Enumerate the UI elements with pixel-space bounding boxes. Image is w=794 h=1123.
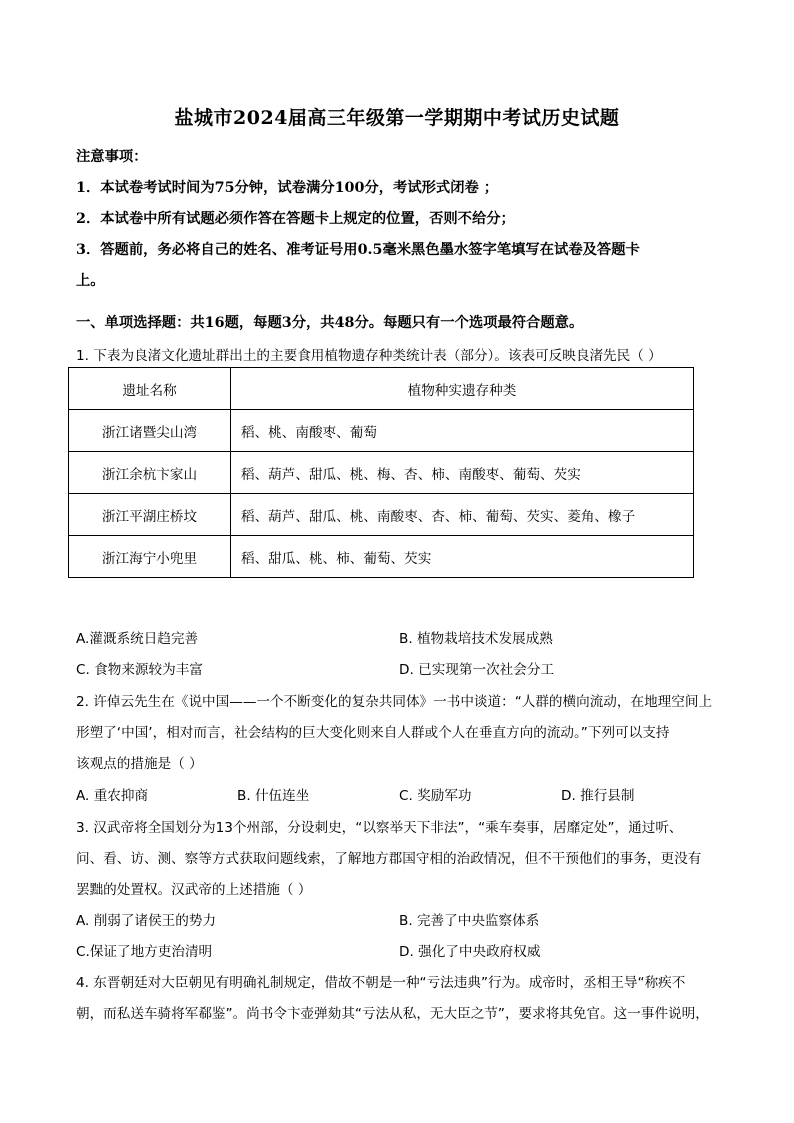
q3-line-3: 罢黜的处置权。汉武帝的上述措施（ ）	[76, 882, 312, 898]
q1-option-d: D. 已实现第一次社会分工	[399, 662, 555, 678]
q2-option-d: D. 推行县制	[561, 788, 635, 804]
q4-line-1: 4. 东晋朝廷对大臣朝见有明确礼制规定，借故不朝是一种“亏法违典”行为。成帝时，丞相王导“称疾不	[76, 975, 686, 991]
table-header-site: 遗址名称	[69, 368, 231, 410]
notice-item-3-cont: 上。	[76, 273, 105, 289]
q3-line-1: 3. 汉武帝将全国划分为13个州部，分设刺史，“以察举天下非法”，“乘车奏事，居靡定处”，通过听、	[76, 820, 683, 836]
q3-option-d: D. 强化了中央政府权威	[399, 944, 541, 960]
q1-option-b: B. 植物栽培技术发展成熟	[399, 631, 553, 647]
q1-option-c: C. 食物来源较为丰富	[76, 662, 203, 678]
notice-heading: 注意事项：	[76, 149, 148, 165]
notice-item-2: 2．本试卷中所有试题必须作答在答题卡上规定的位置，否则不给分；	[76, 211, 515, 227]
section-heading: 一、单项选择题：共16题，每题3分，共48分。每题只有一个选项最符合题意。	[76, 315, 584, 331]
table-row	[69, 410, 694, 452]
q2-line-2: 形塑了‘中国’，相对而言，社会结构的巨大变化则来自人群或个人在垂直方向的流动。”下列可以支持	[76, 725, 670, 741]
q2-line-3: 该观点的措施是（ ）	[76, 756, 203, 772]
table-cell-remains: 稻、葫芦、甜瓜、桃、南酸枣、杏、柿、葡萄、芡实、菱角、橡子	[231, 494, 694, 536]
q3-option-b: B. 完善了中央监察体系	[399, 913, 540, 929]
table-header-remains: 植物种实遗存种类	[231, 368, 694, 410]
q1-stem: 1. 下表为良渚文化遗址群出土的主要食用植物遗存种类统计表（部分）。该表可反映良渚先民（ ）	[76, 348, 662, 364]
plant-remains-table	[68, 367, 694, 578]
q2-option-a: A. 重农抑商	[76, 788, 149, 804]
q1-option-a: A.灌溉系统日趋完善	[76, 631, 199, 647]
table-row	[69, 452, 694, 494]
table-cell-site: 浙江海宁小兜里	[69, 536, 231, 578]
q3-option-c: C.保证了地方吏治清明	[76, 944, 213, 960]
q2-option-c: C. 奖励军功	[399, 788, 472, 804]
table-cell-remains: 稻、桃、南酸枣、葡萄	[231, 410, 694, 452]
exam-title: 盐城市2024届高三年级第一学期期中考试历史试题	[174, 107, 620, 129]
notice-item-3: 3．答题前，务必将自己的姓名、准考证号用0.5毫米黑色墨水签字笔填写在试卷及答题卡	[76, 242, 640, 258]
q4-line-2: 朝，而私送车骑将军郗鉴”。尚书令卞壶弹劾其“亏法从私，无大臣之节”，要求将其免官。这一事件说明，	[76, 1006, 709, 1022]
table-cell-remains: 稻、甜瓜、桃、柿、葡萄、芡实	[231, 536, 694, 578]
q3-option-a: A. 削弱了诸侯王的势力	[76, 913, 217, 929]
q3-line-2: 问、看、访、测、察等方式获取问题线索，了解地方郡国守相的治政情况，但不干预他们的事务，更没有	[76, 851, 702, 867]
notice-item-1: 1．本试卷考试时间为75分钟，试卷满分100分，考试形式闭卷 ；	[76, 180, 499, 196]
q2-line-1: 2. 许倬云先生在《说中国——一个不断变化的复杂共同体》一书中谈道：“人群的横向流动，在地理空间上	[76, 694, 713, 710]
table-row	[69, 536, 694, 578]
table-cell-site: 浙江余杭卞家山	[69, 452, 231, 494]
table-header-row	[69, 368, 694, 410]
table-row	[69, 494, 694, 536]
table-cell-site: 浙江平湖庄桥坟	[69, 494, 231, 536]
q2-option-b: B. 什伍连坐	[237, 788, 310, 804]
table-cell-site: 浙江诸暨尖山湾	[69, 410, 231, 452]
table-cell-remains: 稻、葫芦、甜瓜、桃、梅、杏、柿、南酸枣、葡萄、芡实	[231, 452, 694, 494]
